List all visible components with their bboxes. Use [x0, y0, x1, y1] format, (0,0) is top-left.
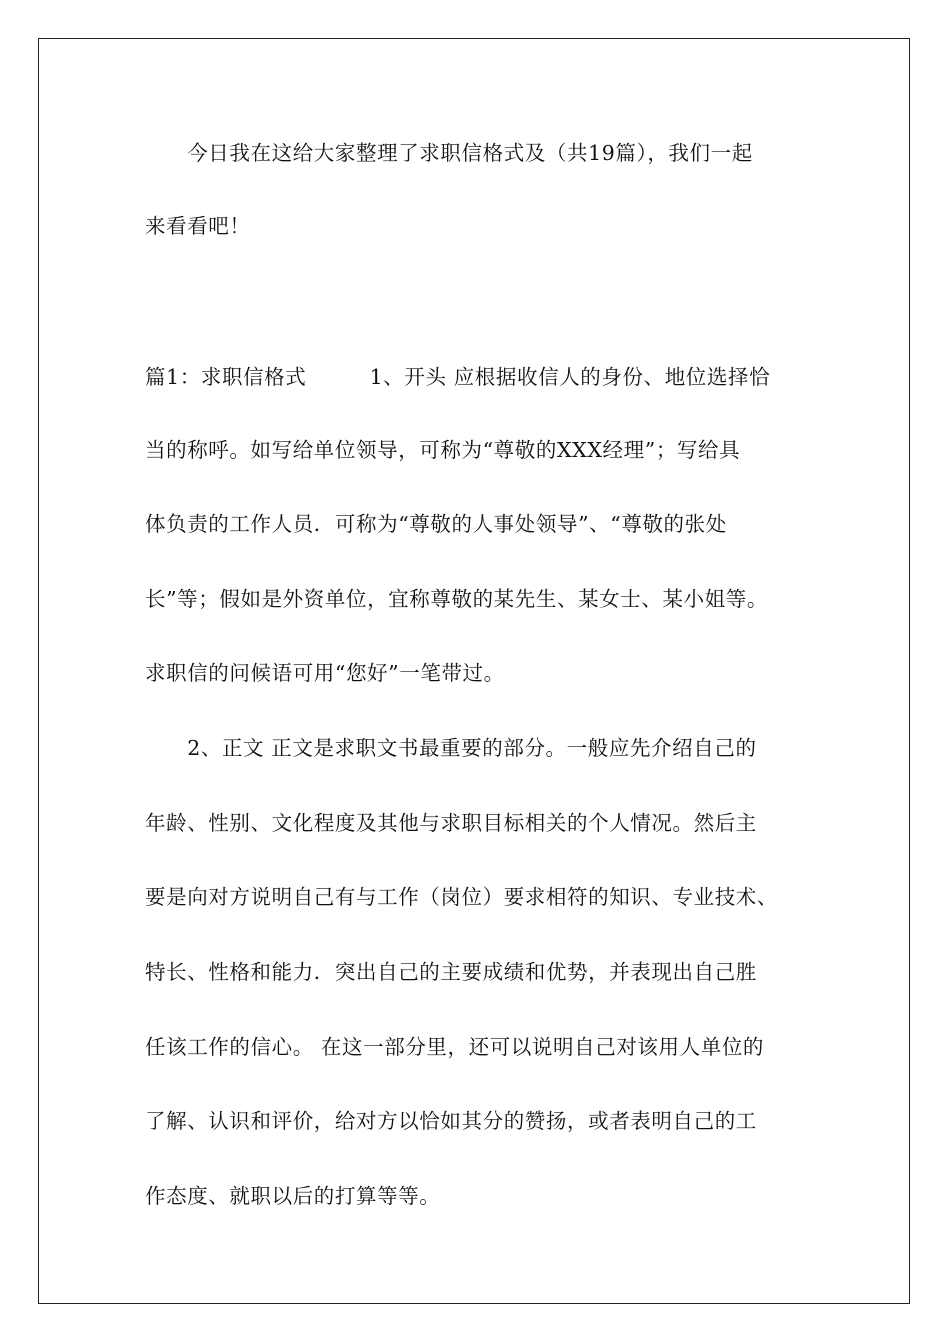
text-line-7: 求职信的问候语可用“您好”一笔带过。: [145, 661, 505, 685]
text-line-5: 体负责的工作人员．可称为“尊敬的人事处领导”、“尊敬的张处: [145, 512, 727, 536]
text-line-13: 了解、认识和评价，给对方以恰如其分的赞扬，或者表明自己的工: [145, 1109, 757, 1133]
text-line-9: 年龄、性别、文化程度及其他与求职目标相关的个人情况。然后主: [145, 811, 757, 835]
text-line-11: 特长、性格和能力．突出自己的主要成绩和优势，并表现出自己胜: [145, 960, 757, 984]
text-line-2: 来看看吧！: [145, 214, 251, 238]
text-line-6: 长”等；假如是外资单位，宜称尊敬的某先生、某女士、某小姐等。: [145, 587, 768, 611]
text-line-3: 篇1：求职信格式 1、开头 应根据收信人的身份、地位选择恰: [145, 365, 771, 389]
text-line-12: 任该工作的信心。 在这一部分里，还可以说明自己对该用人单位的: [145, 1035, 765, 1059]
text-line-10: 要是向对方说明自己有与工作（岗位）要求相符的知识、专业技术、: [145, 885, 778, 909]
text-line-4: 当的称呼。如写给单位领导，可称为“尊敬的XXX经理”；写给具: [145, 438, 741, 462]
text-line-14: 作态度、就职以后的打算等等。: [145, 1184, 441, 1208]
text-line-1: 今日我在这给大家整理了求职信格式及（共19篇），我们一起: [145, 141, 753, 165]
text-line-8: 2、正文 正文是求职文书最重要的部分。一般应先介绍自己的: [145, 736, 757, 760]
